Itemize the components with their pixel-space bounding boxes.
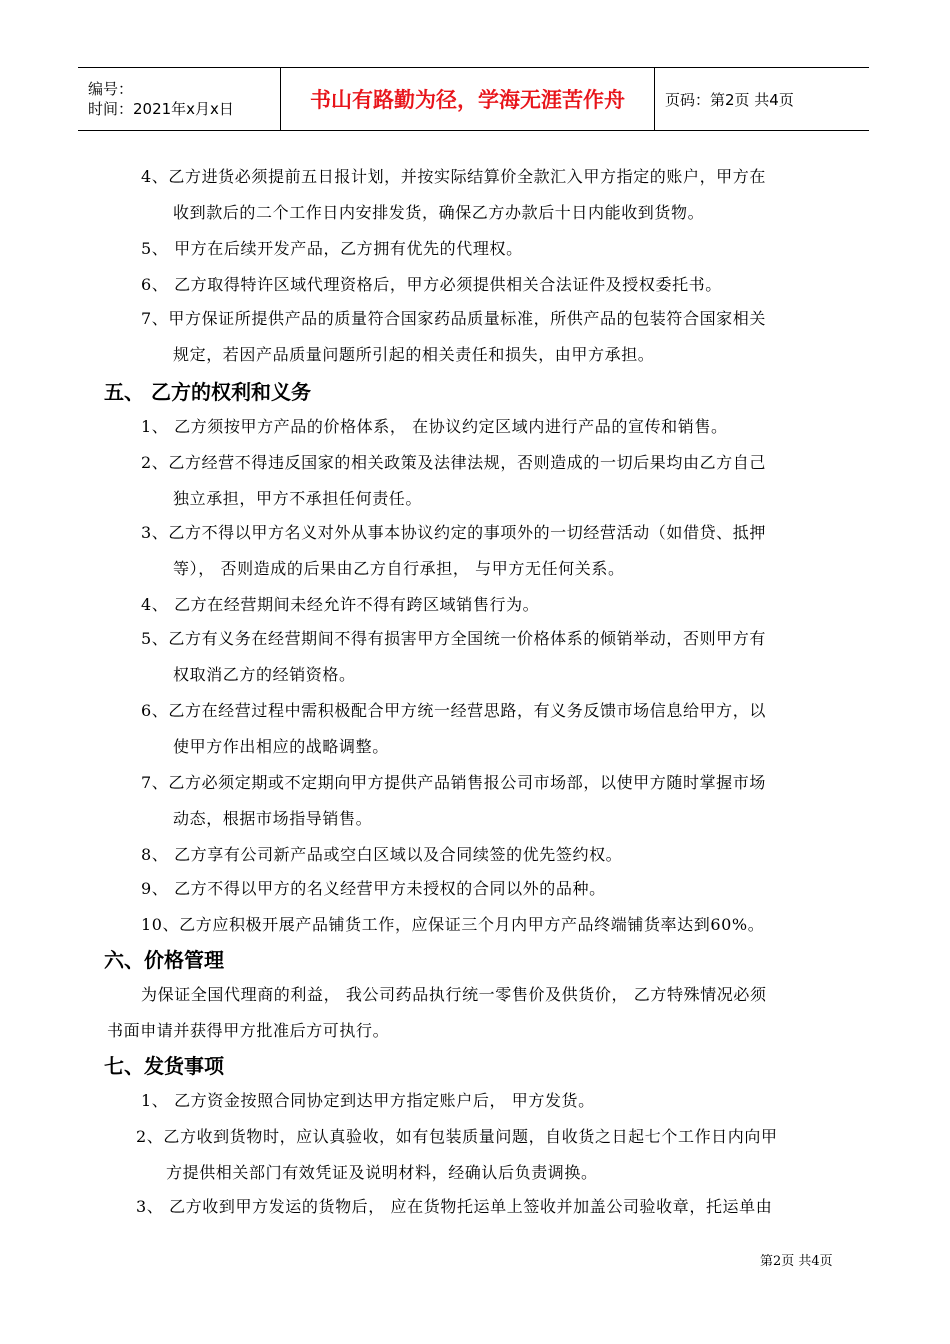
s5-item-9: 9、 乙方不得以甲方的名义经营甲方未授权的合同以外的品种。 <box>141 879 606 898</box>
section-7-heading: 七、发货事项 <box>104 1054 224 1078</box>
s5-item-3-line-1: 3、乙方不得以甲方名义对外从事本协议约定的事项外的一切经营活动（如借贷、抵押 <box>141 523 766 542</box>
clause-6: 6、 乙方取得特许区域代理资格后，甲方必须提供相关合法证件及授权委托书。 <box>141 275 722 294</box>
clause-7-line-1: 7、甲方保证所提供产品的质量符合国家药品质量标准，所供产品的包装符合国家相关 <box>141 309 766 328</box>
clause-4-line-1: 4、乙方进货必须提前五日报计划，并按实际结算价全款汇入甲方指定的账户，甲方在 <box>141 167 766 186</box>
code-label: 编号： <box>88 80 134 98</box>
s5-item-4: 4、 乙方在经营期间未经允许不得有跨区域销售行为。 <box>141 595 540 614</box>
s5-item-5-line-1: 5、乙方有义务在经营期间不得有损害甲方全国统一价格体系的倾销举动，否则甲方有 <box>141 629 766 648</box>
section-5-heading: 五、 乙方的权利和义务 <box>104 380 311 404</box>
s5-item-2-line-1: 2、乙方经营不得违反国家的相关政策及法律法规，否则造成的一切后果均由乙方自己 <box>141 453 766 472</box>
s5-item-3-line-2: 等）， 否则造成的后果由乙方自行承担， 与甲方无任何关系。 <box>173 559 625 578</box>
s5-item-6-line-1: 6、乙方在经营过程中需积极配合甲方统一经营思路，有义务反馈市场信息给甲方，以 <box>141 701 766 720</box>
clause-5: 5、 甲方在后续开发产品，乙方拥有优先的代理权。 <box>141 239 523 258</box>
motto-text: 书山有路勤为径，学海无涯苦作舟 <box>310 88 625 112</box>
s5-item-2-line-2: 独立承担，甲方不承担任何责任。 <box>173 489 423 508</box>
s5-item-10: 10、乙方应积极开展产品铺货工作，应保证三个月内甲方产品终端铺货率达到60%。 <box>141 915 765 934</box>
page-header <box>78 67 869 131</box>
s6-paragraph-line-2: 书面申请并获得甲方批准后方可执行。 <box>107 1021 390 1040</box>
clause-4-line-2: 收到款后的二个工作日内安排发货，确保乙方办款后十日内能收到货物。 <box>173 203 705 222</box>
header-page-number <box>655 68 869 130</box>
page-footer: 第2页 共4页 <box>760 1254 833 1269</box>
s7-item-1: 1、 乙方资金按照合同协定到达甲方指定账户后， 甲方发货。 <box>141 1091 595 1110</box>
s5-item-5-line-2: 权取消乙方的经销资格。 <box>173 665 356 684</box>
s6-paragraph-line-1: 为保证全国代理商的利益， 我公司药品执行统一零售价及供货价， 乙方特殊情况必须 <box>141 985 767 1004</box>
s5-item-6-line-2: 使甲方作出相应的战略调整。 <box>173 737 389 756</box>
s5-item-7-line-2: 动态，根据市场指导销售。 <box>173 809 373 828</box>
date-label: 时间：2021年x月x日 <box>88 100 234 118</box>
s7-item-3-line-1: 3、 乙方收到甲方发运的货物后， 应在货物托运单上签收并加盖公司验收章，托运单由 <box>136 1197 773 1216</box>
page-label: 页码：第2页 共4页 <box>665 90 794 109</box>
s7-item-2-line-1: 2、乙方收到货物时，应认真验收，如有包装质量问题，自收货之日起七个工作日内向甲 <box>136 1127 778 1146</box>
header-motto <box>280 68 655 130</box>
s5-item-1: 1、 乙方须按甲方产品的价格体系， 在协议约定区域内进行产品的宣传和销售。 <box>141 417 728 436</box>
clause-7-line-2: 规定，若因产品质量问题所引起的相关责任和损失，由甲方承担。 <box>173 345 655 364</box>
header-meta <box>78 68 280 130</box>
s5-item-8: 8、 乙方享有公司新产品或空白区域以及合同续签的优先签约权。 <box>141 845 623 864</box>
s5-item-7-line-1: 7、乙方必须定期或不定期向甲方提供产品销售报公司市场部，以使甲方随时掌握市场 <box>141 773 766 792</box>
section-6-heading: 六、价格管理 <box>104 948 224 972</box>
s7-item-2-line-2: 方提供相关部门有效凭证及说明材料，经确认后负责调换。 <box>166 1163 598 1182</box>
